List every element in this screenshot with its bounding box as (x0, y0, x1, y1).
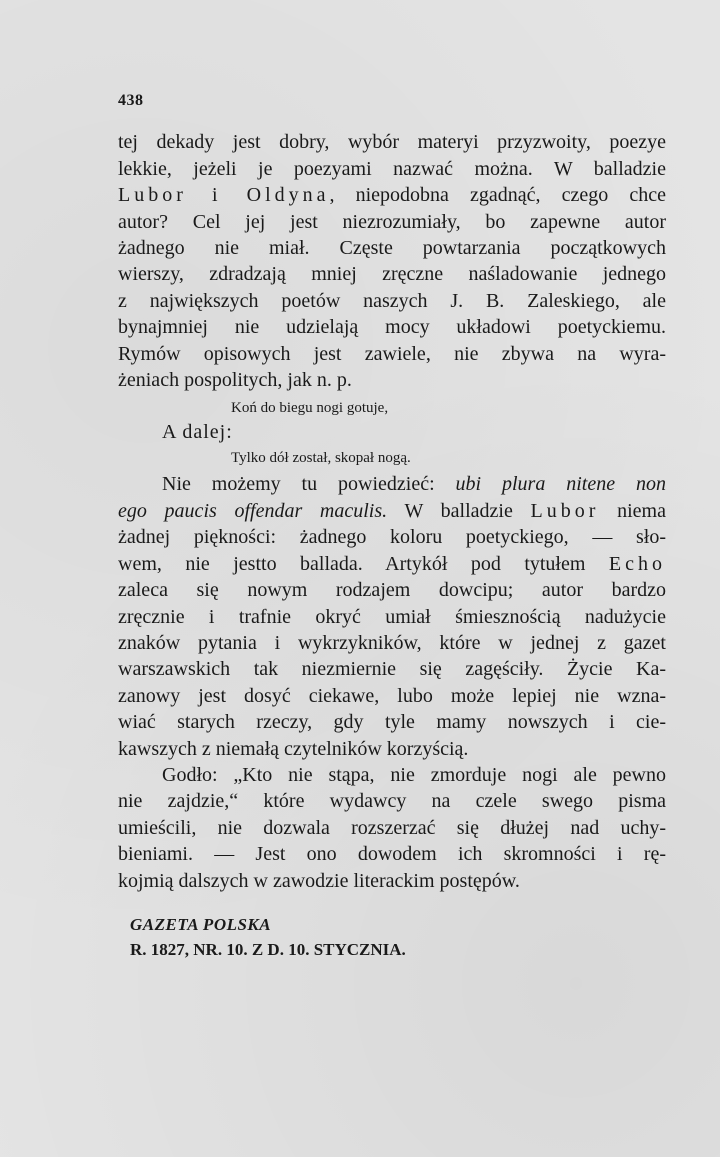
text-line: znaków pytania i wykrzykników, które w jednej z gazet (118, 631, 666, 654)
latin-quote: ego paucis offendar maculis. (118, 499, 388, 522)
text-line: żeniach pospolitych, jak n. p. (118, 369, 352, 392)
text-line: żadnej piękności: żadnego koloru poetyckiego, — sło- (118, 526, 666, 549)
text-fragment: Nie możemy tu powiedzieć: (162, 473, 456, 496)
text-line: nie zajdzie,“ które wydawcy na czele swego pisma (118, 790, 666, 813)
verse-line: Koń do biegu nogi gotuje, (231, 400, 389, 417)
text-line: wierszy, zdradzają mniej zręczne naśladowanie jednego (118, 263, 666, 286)
text-line: bieniami. — Jest ono dowodem ich skromności i rę- (118, 843, 666, 866)
text-line: wiać starych rzeczy, gdy tyle mamy nowszych i cie- (118, 711, 666, 734)
text-line (118, 551, 666, 577)
text-line: lekkie, jeżeli je poezyami nazwać można. W balladzie (118, 157, 666, 180)
text-line (118, 471, 666, 497)
text-line: Rymów opisowych jest zawiele, nie zbywa na wyra- (118, 342, 666, 365)
text-line: umieścili, nie dozwala rozszerzać się dłużej nad uchy- (118, 816, 666, 839)
source-signature (130, 912, 406, 962)
text-line (118, 182, 666, 208)
verse-quotation (118, 395, 666, 471)
text-line: tej dekady jest dobry, wybór materyi przyzwoity, poezye (118, 131, 666, 154)
latin-quote: ubi plura nitene non (455, 473, 667, 496)
text-line: zaleca się nowym rodzajem dowcipu; autor bardzo (118, 579, 666, 602)
text-line (118, 498, 666, 524)
text-line: z największych poetów naszych J. B. Zaleskiego, ale (118, 289, 666, 312)
verse-line: Tylko dół został, skopał nogą. (231, 450, 411, 467)
text-line: kojmią dalszych w zawodzie literackim postępów. (118, 869, 520, 892)
text-line: kawszych z niemałą czytelników korzyścią. (118, 737, 469, 760)
page-number: 438 (118, 92, 144, 109)
text-line: bynajmniej nie udzielają mocy układowi poetyckiemu. (118, 316, 666, 339)
spaced-title-lubor: Lubor (530, 499, 600, 522)
spaced-title-echo: Echo (608, 552, 666, 575)
source-title: GAZETA POLSKA (130, 915, 272, 934)
text-fragment: wem, nie jestto ballada. Artykół pod tytułem (118, 552, 609, 575)
text-line: zręcznie i trafnie okryć umiał śmiesznością nadużycie (118, 605, 666, 628)
text-line: zanowy jest dosyć ciekawe, lubo może lepiej nie wzna- (118, 684, 666, 707)
page-text (118, 88, 666, 894)
text-fragment: niema (599, 499, 666, 522)
text-fragment: , niepodobna zgadnąć, czego chce (329, 184, 666, 207)
source-details: R. 1827, NR. 10. Z D. 10. STYCZNIA. (130, 940, 406, 959)
text-line: warszawskich tak niezmiernie się zagęściły. Życie Ka- (118, 658, 666, 681)
text-line: autor? Cel jej jest niezrozumiały, bo zapewne autor (118, 210, 666, 233)
text-line: Godło: „Kto nie stąpa, nie zmorduje nogi ale pewno (162, 763, 666, 786)
text-fragment: W balladzie (387, 499, 531, 522)
spaced-title-lubor-i-oldyna: Lubor i Oldyna (118, 184, 330, 207)
text-line: żadnego nie miał. Częste powtarzania początkowych (118, 237, 666, 260)
a-dalej-label: A dalej: (162, 421, 233, 444)
